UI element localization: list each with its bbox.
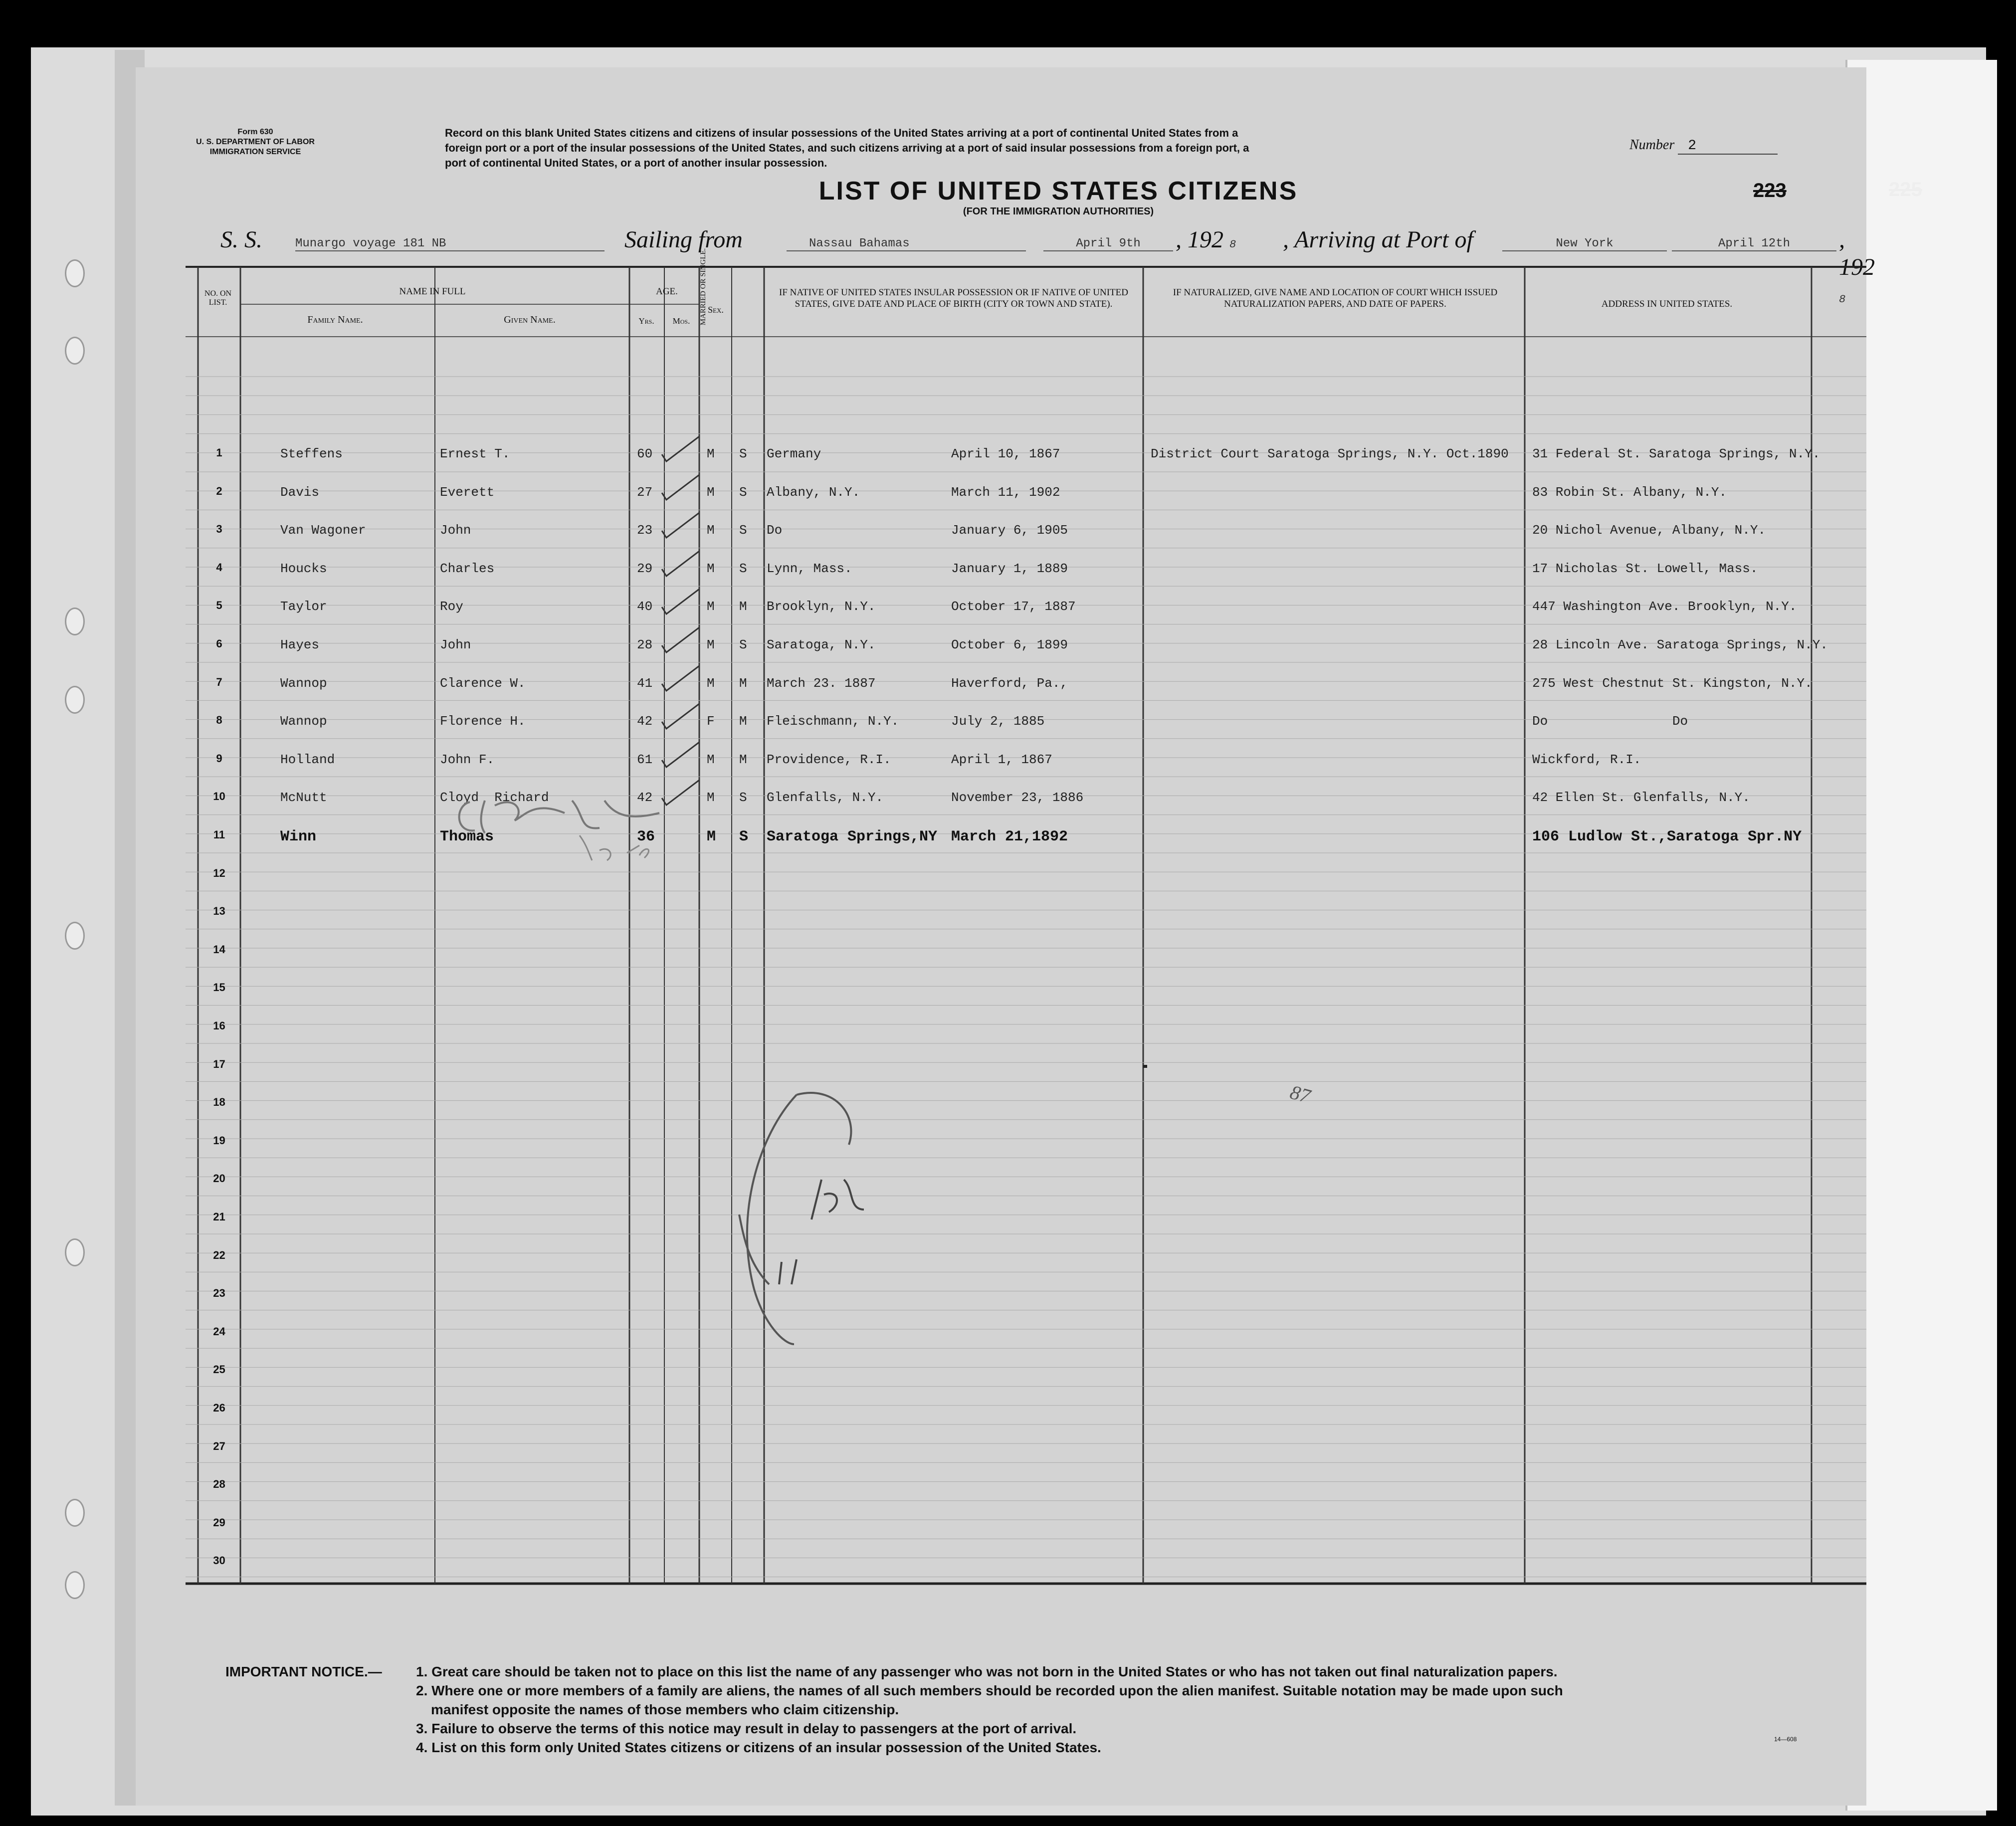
marital-status-cell: S	[739, 484, 747, 500]
marital-status-cell: S	[739, 446, 747, 461]
given-name-cell: John	[440, 637, 471, 652]
table-row	[136, 561, 1866, 581]
check-mark	[659, 779, 704, 809]
col-head-age: AGE.	[656, 286, 678, 297]
table-row	[136, 599, 1866, 619]
table-row	[136, 523, 1866, 543]
family-name-cell: Houcks	[280, 561, 327, 576]
table-row	[136, 1249, 1866, 1269]
age-years-cell: 40	[637, 599, 653, 614]
notice-item-1: 1. Great care should be taken not to place on this list the name of any passenger who was not born in the United States or who has not taken out final naturalization papers.	[416, 1664, 1558, 1679]
table-row	[136, 1363, 1866, 1383]
number-label: Number	[1629, 137, 1675, 153]
row-number: 6	[216, 637, 222, 650]
col-head-family-name: Family Name.	[307, 314, 363, 325]
sex-cell: M	[707, 752, 715, 767]
table-row	[136, 981, 1866, 1001]
col-head-birth: IF NATIVE OF UNITED STATES INSULAR POSSESSION OR IF NATIVE OF UNITED STATES, GIVE DATE AND PLACE OF BIRTH (CITY OR TOWN AND STATE).	[779, 287, 1128, 309]
binder-hole	[65, 1499, 85, 1527]
check-mark	[659, 626, 704, 656]
family-name-cell: Taylor	[280, 599, 327, 614]
instruction-line: Record on this blank United States citizens and citizens of insular possessions of the United States arriving at a port of continental United States from a	[445, 127, 1238, 139]
row-number: 12	[213, 866, 225, 879]
table-row	[136, 485, 1866, 505]
col-head-mos: Mos.	[672, 316, 690, 326]
row-number: 24	[213, 1325, 225, 1338]
sex-cell: M	[707, 599, 715, 614]
instruction-line: port of continental United States, or a port of another insular possession.	[445, 157, 827, 169]
important-notice	[225, 1662, 1846, 1757]
birth-date-cell: March 21,1892	[951, 828, 1068, 845]
sailing-year: , 192 8	[1176, 226, 1236, 253]
row-number: 25	[213, 1363, 225, 1376]
address-cell: 83 Robin St. Albany, N.Y.	[1532, 484, 1727, 500]
row-number: 13	[213, 905, 225, 918]
birth-date-cell: March 11, 1902	[951, 484, 1060, 500]
birthplace-cell: Lynn, Mass.	[767, 561, 852, 576]
table-rows	[136, 67, 1866, 1806]
family-name-cell: Hayes	[280, 637, 320, 652]
col-head-name-in-full: NAME IN FULL	[399, 286, 466, 297]
sex-cell: M	[707, 637, 715, 652]
address-cell: 20 Nichol Avenue, Albany, N.Y.	[1532, 523, 1766, 538]
notice-item-3: 3. Failure to observe the terms of this notice may result in delay to passengers at the port of arrival.	[416, 1721, 1077, 1736]
binder-hole	[65, 922, 85, 950]
notice-item-2: 2. Where one or more members of a family are aliens, the names of all such members should be recorded upon the alien manifest. Suitable notation may be made upon such	[416, 1683, 1563, 1698]
page-title: LIST OF UNITED STATES CITIZENS	[818, 177, 1298, 205]
birth-date-cell: October 17, 1887	[951, 599, 1076, 614]
check-mark	[659, 665, 704, 695]
page-number-struck: 223	[1753, 180, 1787, 202]
binder-hole	[65, 337, 85, 365]
table-row	[136, 1478, 1866, 1498]
binder-hole	[65, 259, 85, 287]
notice-line-4	[225, 1719, 1846, 1738]
family-name-cell: Wannop	[280, 675, 327, 691]
row-number: 26	[213, 1402, 225, 1414]
sex-cell: M	[707, 446, 715, 461]
page-number: 225	[1889, 179, 1922, 201]
handwritten-number: 87	[1287, 1080, 1313, 1108]
table-row	[136, 1402, 1866, 1421]
notice-line-1	[225, 1662, 1846, 1681]
table-row	[136, 1172, 1866, 1192]
sailing-date: April 9th	[1043, 237, 1173, 251]
binder-hole	[65, 686, 85, 714]
marital-status-cell: S	[739, 790, 747, 806]
age-years-cell: 60	[637, 446, 653, 461]
table-row	[136, 1096, 1866, 1116]
row-number: 4	[216, 561, 222, 574]
check-mark	[659, 435, 704, 465]
family-name-cell: McNutt	[280, 790, 327, 806]
table-row	[136, 1287, 1866, 1307]
birthplace-cell: Providence, R.I.	[767, 752, 891, 767]
row-number: 7	[216, 675, 222, 688]
address-cell: 106 Ludlow St.,Saratoga Spr.NY	[1532, 828, 1802, 845]
arrival-year-suffix: 8	[1839, 293, 1846, 306]
birthplace-cell: Fleischmann, N.Y.	[767, 714, 899, 729]
address-cell: 42 Ellen St. Glenfalls, N.Y.	[1532, 790, 1750, 806]
sailing-from: Nassau Bahamas	[787, 237, 1026, 251]
row-number: 9	[216, 752, 222, 765]
binder-hole	[65, 608, 85, 635]
family-name-cell: Holland	[280, 752, 335, 767]
birth-date-cell: April 1, 1867	[951, 752, 1052, 767]
address-cell: 17 Nicholas St. Lowell, Mass.	[1532, 561, 1758, 576]
address-cell: 275 West Chestnut St. Kingston, N.Y.	[1532, 675, 1813, 691]
table-row	[136, 1554, 1866, 1574]
age-years-cell: 36	[637, 828, 655, 845]
notice-line-5	[225, 1738, 1846, 1757]
table-row	[136, 1440, 1866, 1460]
birthplace-cell: Saratoga Springs,NY	[767, 828, 938, 845]
marital-status-cell: S	[739, 828, 749, 845]
marital-status-cell: S	[739, 637, 747, 652]
marital-status-cell: M	[739, 714, 747, 729]
instruction-line: foreign port or a port of the insular possessions of the United States, and such citizens arriving at a port of said insular possessions from a foreign port, a	[445, 142, 1249, 154]
sex-cell: M	[707, 675, 715, 691]
birth-date-cell: January 6, 1905	[951, 523, 1068, 538]
birth-date-cell: Haverford, Pa.,	[951, 675, 1068, 691]
col-head-address: ADDRESS IN UNITED STATES.	[1601, 299, 1733, 309]
row-number: 23	[213, 1287, 225, 1300]
row-number: 15	[213, 981, 225, 994]
given-name-cell: John F.	[440, 752, 495, 767]
table-row	[136, 1516, 1866, 1536]
birth-date-cell: November 23, 1886	[951, 790, 1084, 806]
number-value: 2	[1678, 138, 1778, 155]
address-cell: 31 Federal St. Saratoga Springs, N.Y.	[1532, 446, 1820, 461]
birthplace-cell: Saratoga, N.Y.	[767, 637, 876, 652]
sailing-year-prefix: 192	[1188, 226, 1223, 253]
birthplace-cell: Glenfalls, N.Y.	[767, 790, 884, 806]
row-number: 18	[213, 1096, 225, 1109]
arrival-year: , 192 8	[1839, 226, 1875, 306]
ss-label: S. S.	[220, 226, 262, 253]
row-number: 14	[213, 943, 225, 956]
col-head-married-single: MARRIED OR SINGLE.	[699, 248, 707, 326]
birth-date-cell: January 1, 1889	[951, 561, 1068, 576]
birthplace-cell: Brooklyn, N.Y.	[767, 599, 876, 614]
col-head-no: NO. ON LIST.	[204, 289, 232, 307]
arriving-label: , Arriving at Port of	[1283, 226, 1473, 253]
given-name-cell: Ernest T.	[440, 446, 510, 461]
table-row	[136, 1325, 1866, 1345]
sex-cell: M	[707, 484, 715, 500]
arriving-label-text: Arriving at Port of	[1294, 226, 1473, 253]
birthplace-cell: Albany, N.Y.	[767, 484, 860, 500]
given-name-cell: Everett	[440, 484, 495, 500]
sex-cell: F	[707, 714, 715, 729]
sailing-year-suffix: 8	[1229, 238, 1236, 251]
address-cell: 447 Washington Ave. Brooklyn, N.Y.	[1532, 599, 1797, 614]
row-number: 30	[213, 1554, 225, 1567]
family-name-cell: Steffens	[280, 446, 343, 461]
age-years-cell: 27	[637, 484, 653, 500]
birth-date-cell: July 2, 1885	[951, 714, 1045, 729]
binder-hole	[65, 1571, 85, 1599]
table-row	[136, 714, 1866, 734]
table-row	[136, 867, 1866, 887]
row-number: 11	[213, 828, 225, 841]
table-row	[136, 1211, 1866, 1230]
table-row	[136, 676, 1866, 696]
row-number: 5	[216, 599, 222, 612]
given-name-cell: Florence H.	[440, 714, 526, 729]
row-number: 19	[213, 1134, 225, 1147]
table-row	[136, 1019, 1866, 1039]
age-years-cell: 61	[637, 752, 653, 767]
address-cell: Do Do	[1532, 714, 1688, 729]
sex-cell: M	[707, 790, 715, 806]
sex-cell: M	[707, 828, 716, 845]
row-number: 10	[213, 790, 225, 803]
row-number: 8	[216, 714, 222, 727]
age-years-cell: 42	[637, 714, 653, 729]
manifest-page	[136, 67, 1922, 1806]
check-mark	[659, 512, 704, 542]
address-cell: 28 Lincoln Ave. Saratoga Springs, N.Y.	[1532, 637, 1828, 652]
table-row	[136, 752, 1866, 772]
notice-line-2	[225, 1681, 1846, 1700]
service-name: IMMIGRATION SERVICE	[209, 148, 301, 156]
age-years-cell: 28	[637, 637, 653, 652]
table-row	[136, 790, 1866, 810]
row-number: 22	[213, 1248, 225, 1261]
row-number: 16	[213, 1019, 225, 1032]
col-head-sex: Sex.	[708, 305, 724, 315]
row-number: 3	[216, 523, 222, 536]
check-mark	[659, 703, 704, 733]
age-years-cell: 41	[637, 675, 653, 691]
back-sheet	[1845, 60, 1997, 1811]
sex-cell: M	[707, 561, 715, 576]
notice-item-4: 4. List on this form only United States citizens or citizens of an insular possession of the United States.	[416, 1740, 1101, 1755]
row-number: 21	[213, 1211, 225, 1223]
family-name-cell: Winn	[280, 828, 317, 845]
given-name-cell: Cloyd Richard	[440, 790, 549, 806]
given-name-cell: Roy	[440, 599, 463, 614]
naturalization-cell: District Court Saratoga Springs, N.Y. Oct.1890	[1151, 446, 1509, 461]
table-row	[136, 637, 1866, 657]
age-years-cell: 29	[637, 561, 653, 576]
row-number: 17	[213, 1057, 225, 1070]
col-head-naturalized: IF NATURALIZED, GIVE NAME AND LOCATION OF COURT WHICH ISSUED NATURALIZATION PAPERS, AND DATE OF PAPERS.	[1173, 287, 1498, 309]
form-number: Form 630	[237, 128, 273, 136]
sex-cell: M	[707, 523, 715, 538]
check-mark	[659, 474, 704, 504]
birth-date-cell: October 6, 1899	[951, 637, 1068, 652]
col-head-yrs: Yrs.	[638, 316, 654, 326]
table-row	[136, 828, 1866, 848]
marital-status-cell: M	[739, 752, 747, 767]
age-years-cell: 23	[637, 523, 653, 538]
age-years-cell: 42	[637, 790, 653, 806]
birthplace-cell: Germany	[767, 446, 821, 461]
marital-status-cell: S	[739, 561, 747, 576]
col-head-given-name: Given Name.	[504, 314, 556, 325]
notice-heading: IMPORTANT NOTICE.—	[225, 1664, 382, 1679]
table-row	[136, 943, 1866, 963]
birthplace-cell: Do	[767, 523, 783, 538]
marital-status-cell: M	[739, 675, 747, 691]
department-name: U. S. DEPARTMENT OF LABOR	[196, 138, 315, 146]
family-name-cell: Van Wagoner	[280, 523, 366, 538]
binder-hole	[65, 1238, 85, 1266]
address-cell: Wickford, R.I.	[1532, 752, 1641, 767]
given-name-cell: Charles	[440, 561, 495, 576]
table-row	[136, 446, 1866, 466]
row-number: 27	[213, 1439, 225, 1452]
given-name-cell: Thomas	[440, 828, 494, 845]
printer-mark: 14—608	[1774, 1736, 1797, 1743]
arriving-port: New York	[1502, 237, 1667, 251]
table-row	[136, 1134, 1866, 1154]
vessel-name: Munargo voyage 181 NB	[295, 237, 605, 251]
given-name-cell: Clarence W.	[440, 675, 526, 691]
row-number: 28	[213, 1478, 225, 1491]
notice-item-2-cont: manifest opposite the names of those members who claim citizenship.	[431, 1702, 899, 1717]
given-name-cell: John	[440, 523, 471, 538]
arrival-year-prefix: 192	[1839, 254, 1875, 280]
check-mark	[659, 588, 704, 618]
page-subtitle: (FOR THE IMMIGRATION AUTHORITIES)	[963, 206, 1154, 217]
family-name-cell: Wannop	[280, 714, 327, 729]
marital-status-cell: S	[739, 523, 747, 538]
check-mark	[659, 550, 704, 580]
table-row	[136, 1058, 1866, 1078]
row-number: 29	[213, 1516, 225, 1529]
arrival-date: April 12th	[1672, 237, 1836, 251]
sailing-label: Sailing from	[624, 226, 743, 253]
family-name-cell: Davis	[280, 484, 320, 500]
table-row	[136, 905, 1866, 925]
row-number: 1	[216, 446, 222, 459]
notice-line-3	[225, 1700, 1846, 1719]
birth-date-cell: April 10, 1867	[951, 446, 1060, 461]
check-mark	[659, 741, 704, 771]
marital-status-cell: M	[739, 599, 747, 614]
row-number: 20	[213, 1172, 225, 1185]
birthplace-cell: March 23. 1887	[767, 675, 876, 691]
row-number: 2	[216, 484, 222, 497]
